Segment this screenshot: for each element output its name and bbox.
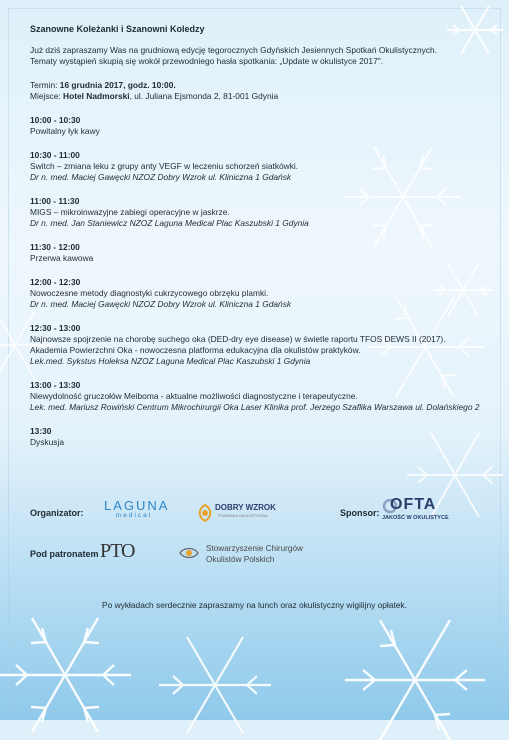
scop-logo-line2: Okulistów Polskich — [206, 555, 275, 564]
term-label: Termin: — [30, 80, 60, 90]
agenda-time: 13:30 — [30, 426, 52, 436]
ofta-logo — [380, 496, 460, 526]
agenda-title: Powitalny łyk kawy — [30, 126, 100, 136]
agenda-speaker: Dr n. med. Jan Staniewicz NZOZ Laguna Medical Plac Kaszubski 1 Gdynia — [30, 218, 309, 228]
laguna-logo-sub: medical — [115, 512, 153, 519]
snowflake-bottom-left-icon — [0, 610, 140, 740]
agenda-speaker: Dr n. med. Maciej Gawęcki NZOZ Dobry Wzrok ul. Kliniczna 1 Gdańsk — [30, 172, 292, 182]
agenda-time: 11:00 - 11:30 — [30, 196, 80, 206]
invitation-content — [30, 24, 480, 461]
ofta-logo-sub: JAKOŚĆ W OKULISTYCE — [382, 515, 449, 521]
agenda-title: Najnowsze spojrzenie na chorobę suchego oka (DED-dry eye disease) w świetle raportu TFOS DEWS II (2017). — [30, 334, 446, 344]
event-term — [30, 80, 480, 91]
place-label: Miejsce: — [30, 91, 64, 101]
agenda-item — [30, 242, 480, 264]
scop-logo-line1: Stowarzyszenie Chirurgów — [206, 544, 303, 553]
agenda-time: 11:30 - 12:00 — [30, 242, 80, 252]
agenda-time: 12:30 - 13:00 — [30, 323, 81, 333]
agenda-time: 13:00 - 13:30 — [30, 380, 81, 390]
term-value: 16 grudnia 2017, godz. 10:00. — [59, 80, 176, 90]
place-name: Hotel Nadmorski — [63, 91, 130, 101]
agenda-item — [30, 323, 480, 367]
agenda-item — [30, 277, 480, 310]
intro — [30, 45, 480, 67]
laguna-logo-name: LAGUNA — [104, 498, 170, 513]
agenda-title: MIGS – mikroinwazyjne zabiegi operacyjne w jaskrze. — [30, 207, 230, 217]
agenda-speaker: Lek. med. Mariusz Rowiński Centrum Mikrochirurgii Oka Laser Klinika prof. Jerzego Szaflika Warszawa ul. Dolańskiego 2 — [30, 402, 480, 412]
closing-note: Po wykładach serdecznie zapraszamy na lunch oraz okulistyczny wigilijny opłatek. — [102, 600, 407, 610]
agenda-speaker: Dr n. med. Maciej Gawęcki NZOZ Dobry Wzrok ul. Kliniczna 1 Gdańsk — [30, 299, 292, 309]
eye-hands-icon — [178, 544, 200, 562]
agenda-title: Nowoczesne metody diagnostyki cukrzycowego obrzęku plamki. — [30, 288, 269, 298]
place-address: , ul. Juliana Ejsmonda 2, 81-001 Gdynia — [129, 91, 279, 101]
eye-swirl-icon — [196, 503, 214, 523]
laguna-medical-logo — [104, 498, 170, 519]
agenda-item — [30, 380, 480, 413]
intro-line: Już dziś zapraszamy Was na grudniową edycję tegorocznych Gdyńskich Jesiennych Spotkań Okulistycznych. — [30, 45, 437, 55]
organizer-label: Organizator: — [30, 508, 84, 518]
agenda-item — [30, 115, 480, 137]
agenda-title: Niewydolność gruczołów Meiboma - aktualne możliwości diagnostyczne i terapeutyczne. — [30, 391, 358, 401]
agenda-title: Przerwa kawowa — [30, 253, 94, 263]
patronage-label: Pod patronatem — [30, 549, 99, 559]
agenda-title: Switch – zmiana leku z grupy anty VEGF w leczeniu schorzeń siatkówki. — [30, 161, 299, 171]
agenda-item — [30, 150, 480, 183]
agenda-item — [30, 426, 480, 448]
event-details — [30, 80, 480, 102]
agenda-speaker: Lek.med. Sykstus Holeksa NZOZ Laguna Medical Plac Kaszubski 1 Gdynia — [30, 356, 311, 366]
scop-logo — [178, 542, 338, 570]
agenda-item — [30, 196, 480, 229]
intro-line: Tematy wystąpień skupią się wokół przewodniego hasła spotkania: „Update w okulistyce 2017". — [30, 56, 384, 66]
greeting: Szanowne Koleżanki i Szanowni Koledzy — [30, 24, 205, 34]
agenda-time: 10:00 - 10:30 — [30, 115, 81, 125]
pto-logo — [100, 540, 150, 566]
snowflake-bottom-right-icon — [330, 620, 500, 740]
logos-section — [30, 496, 490, 576]
pto-logo-name: PTO — [100, 540, 135, 562]
agenda-time: 12:00 - 12:30 — [30, 277, 81, 287]
ofta-logo-name: OFTA — [390, 496, 437, 513]
agenda-time: 10:30 - 11:00 — [30, 150, 80, 160]
sponsor-label: Sponsor: — [340, 508, 380, 518]
event-place — [30, 91, 480, 102]
dobry-logo-sub: PORADNIA OKULISTYCZNA — [218, 514, 268, 518]
agenda-title: Akademia Powierzchni Oka - nowoczesna platforma edukacyjna dla okulistów praktyków. — [30, 345, 361, 355]
agenda-title: Dyskusja — [30, 437, 64, 447]
dobry-wzrok-logo — [196, 500, 276, 528]
dobry-logo-name: DOBRY WZROK — [215, 503, 276, 512]
snowflake-bottom-center-icon — [150, 630, 280, 740]
